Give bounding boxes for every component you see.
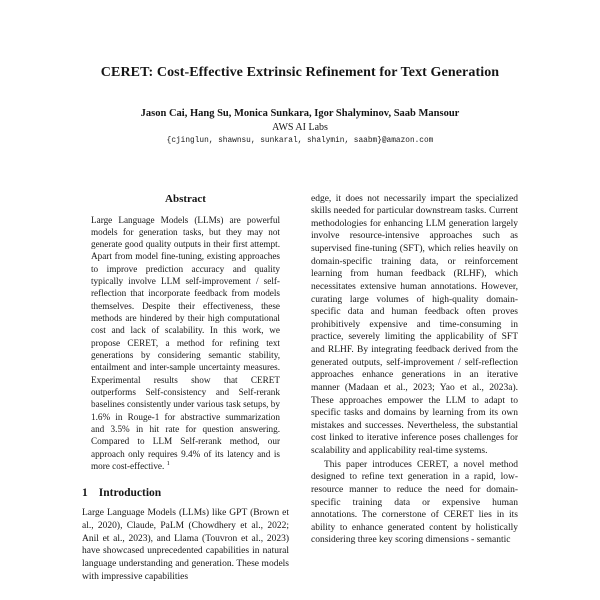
paper-authors: Jason Cai, Hang Su, Monica Sunkara, Igor Shalyminov, Saab Mansour [140, 107, 460, 119]
right-column [311, 193, 518, 584]
section-title: Introduction [98, 487, 162, 500]
abstract-section [82, 193, 289, 473]
intro-paragraph: Large Language Models (LLMs) like GPT (Brown et al., 2020), Claude, PaLM (Chowdhery et al., 2022; Anil et al., 2023), and Llama (Touvron et al., 2023) have showcased unprecedented capabilities in natural language understanding and generation. These models with impressive capabilities [82, 508, 289, 582]
right-paragraph-1: edge, it does not necessarily impart the specialized skills needed for particular downstream tasks. Current methodologies for enhancing LLM generation largely involve resource-intensive approaches such as supervised fine-tuning (SFT), which relies heavily on domain-specific training data, or reinforcement learning from human feedback (RLHF), which necessitates extensive human annotations. However, curating large volumes of high-quality domain-specific data and human feedback often proves prohibitively expensive and time-consuming in practice, severely limiting the applicability of SFT and RLHF. By integrating feedback derived from the generated outputs, self-improvement / self-reflection approaches enhance generations in an iterative manner (Madaan et al., 2023; Yao et al., 2023a). These approaches empower the LLM to adapt to specific tasks and domains by learning from its own mistakes and successes. Nevertheless, the substantial cost linked to iterative inference poses challenges for scalability and applicability real-time systems. [311, 193, 518, 456]
paper-title: CERET: Cost-Effective Extrinsic Refinement for Text Generation [100, 65, 500, 80]
abstract-text: Large Language Models (LLMs) are powerful models for generation tasks, but they may not generate good quality outputs in their first attempt. Apart from model fine-tuning, existing approaches to improve prediction accuracy and quality typically involve LLM self-improvement / self-reflection that incorporate feedback from models themselves. Despite their effectiveness, these methods are hindered by their high computational cost and lack of scalability. In this work, we propose CERET, a method for refining text generations by considering semantic stability, entailment and inter-sample uncertainty measures. Experimental results show that CERET outperforms Self-consistency and Self-rerank baselines consistently under various task setups, by 1.6% in Rouge-1 for abstractive summarization and 3.5% in hit rate for question answering. Compared to LLM Self-rerank method, our approach only requires 9.4% of its latency and is more cost-effective. [91, 214, 280, 472]
abstract-heading: Abstract [165, 192, 206, 205]
section-number: 1 [82, 487, 88, 500]
paper-header [82, 64, 518, 145]
footnote-marker: 1 [166, 460, 170, 467]
section-heading-introduction [82, 487, 289, 499]
left-column [82, 193, 289, 584]
paper-affiliation: AWS AI Labs [272, 121, 328, 133]
right-paragraph-2: This paper introduces CERET, a novel method designed to refine text generation in a rapid, low-resource manner to reduce the need for domain-specific training data or expensive human annotations. The cornerstone of CERET lies in its ability to enhance generated content by holistically considering three key scoring dimensions - semantic [311, 459, 518, 546]
paper-emails: {cjinglun, shawnsu, sunkaral, shalymin, saabm}@amazon.com [166, 136, 434, 145]
two-column-body [82, 193, 518, 584]
abstract-body [91, 214, 280, 473]
